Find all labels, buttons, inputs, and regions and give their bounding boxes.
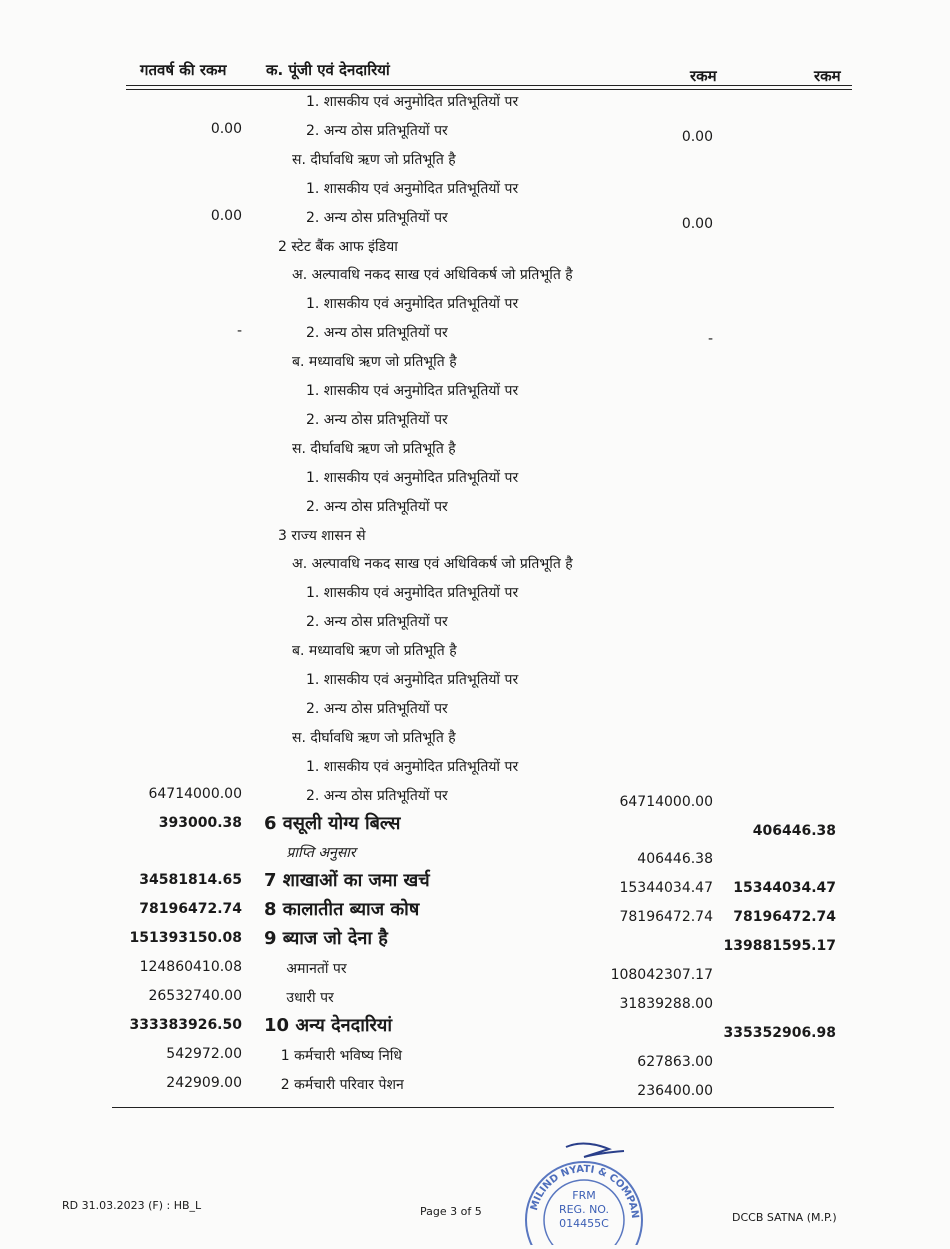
footer-document-ref: RD 31.03.2023 (F) : HB_L (62, 1199, 202, 1212)
row-description: 1. शासकीय एवं अनुमोदित प्रतिभूतियों पर (306, 758, 519, 775)
prev-year-amount-header: गतवर्ष की रकम (140, 61, 227, 79)
header-rule-top (126, 85, 852, 86)
row-previous-year-amount: 393000.38 (158, 814, 242, 831)
row-total-amount: 335352906.98 (723, 1024, 836, 1041)
svg-text:MILIND NYATI & COMPANY: MILIND NYATI & COMPAN (528, 1163, 641, 1220)
row-description: प्राप्ति अनुसार (286, 845, 356, 862)
row-total-amount: 406446.38 (752, 822, 836, 839)
row-description: 2. अन्य ठोस प्रतिभूतियों पर (306, 614, 448, 631)
row-total-amount: 139881595.17 (723, 938, 836, 955)
row-description: स. दीर्घावधि ऋण जो प्रतिभूति है (292, 151, 456, 168)
row-description: 1 कर्मचारी भविष्य निधि (280, 1047, 403, 1064)
svg-text:014455C: 014455C (559, 1217, 609, 1230)
footer-bank-name: DCCB SATNA (M.P.) (732, 1211, 837, 1224)
row-total-amount: 15344034.47 (733, 880, 836, 897)
row-previous-year-amount: 0.00 (210, 207, 242, 224)
row-description: 1. शासकीय एवं अनुमोदित प्रतिभूतियों पर (306, 585, 519, 602)
amount-column-1-header: रकम (690, 67, 717, 85)
row-total-amount: 78196472.74 (733, 909, 836, 926)
row-description: 1. शासकीय एवं अनुमोदित प्रतिभूतियों पर (306, 180, 519, 197)
row-amount: 31839288.00 (619, 995, 713, 1012)
row-description: स. दीर्घावधि ऋण जो प्रतिभूति है (292, 729, 456, 746)
row-description: 6 वसूली योग्य बिल्स (264, 812, 401, 834)
row-previous-year-amount: 78196472.74 (139, 901, 242, 918)
footer-page-number: Page 3 of 5 (420, 1205, 482, 1218)
row-previous-year-amount: 333383926.50 (129, 1016, 242, 1033)
row-previous-year-amount: 34581814.65 (139, 872, 242, 889)
row-description: 2. अन्य ठोस प्रतिभूतियों पर (306, 498, 448, 515)
row-amount: 0.00 (681, 215, 713, 232)
row-amount: 15344034.47 (619, 880, 713, 897)
row-description: 1. शासकीय एवं अनुमोदित प्रतिभूतियों पर (306, 469, 519, 486)
amount-column-2-header: रकम (814, 67, 841, 85)
row-previous-year-amount: - (236, 323, 242, 340)
row-description: 2. अन्य ठोस प्रतिभूतियों पर (306, 411, 448, 428)
row-description: 10 अन्य देनदारियां (264, 1014, 392, 1036)
row-description: 1. शासकीय एवं अनुमोदित प्रतिभूतियों पर (306, 94, 519, 110)
section-title: क. पूंजी एवं देनदारियां (266, 61, 390, 79)
row-description: 2 कर्मचारी परिवार पेशन (280, 1076, 404, 1093)
header-rule-bottom (126, 89, 852, 90)
row-description: 2. अन्य ठोस प्रतिभूतियों पर (306, 209, 448, 226)
row-description: अमानतों पर (286, 961, 347, 977)
row-previous-year-amount: 542972.00 (166, 1045, 242, 1062)
row-description: 2 स्टेट बैंक आफ इंडिया (278, 238, 398, 255)
row-description: उधारी पर (286, 989, 334, 1006)
row-description: 2. अन्य ठोस प्रतिभूतियों पर (306, 700, 448, 717)
svg-text:FRM: FRM (572, 1189, 596, 1202)
row-description: 2. अन्य ठोस प्रतिभूतियों पर (306, 122, 448, 139)
row-previous-year-amount: 0.00 (210, 120, 242, 137)
row-amount: 64714000.00 (619, 793, 713, 810)
row-amount: - (707, 331, 713, 348)
row-previous-year-amount: 124860410.08 (139, 959, 242, 975)
row-description: 3 राज्य शासन से (278, 527, 366, 544)
row-description: 8 कालातीत ब्याज कोष (264, 899, 420, 921)
row-description: 2. अन्य ठोस प्रतिभूतियों पर (306, 325, 448, 342)
row-description: 1. शासकीय एवं अनुमोदित प्रतिभूतियों पर (306, 383, 519, 399)
row-description: 2. अन्य ठोस प्रतिभूतियों पर (306, 787, 448, 804)
row-description: 1. शासकीय एवं अनुमोदित प्रतिभूतियों पर (306, 672, 519, 688)
row-previous-year-amount: 64714000.00 (148, 785, 242, 802)
row-description: अ. अल्पावधि नकद साख एवं अधिविकर्ष जो प्रतिभूति है (292, 556, 573, 573)
row-amount: 78196472.74 (619, 909, 713, 926)
row-amount: 406446.38 (637, 851, 713, 868)
row-previous-year-amount: 26532740.00 (148, 987, 242, 1004)
row-amount: 108042307.17 (610, 967, 713, 983)
row-previous-year-amount: 242909.00 (166, 1074, 242, 1091)
row-description: अ. अल्पावधि नकद साख एवं अधिविकर्ष जो प्रतिभूति है (292, 267, 573, 284)
row-amount: 236400.00 (637, 1082, 713, 1099)
row-description: ब. मध्यावधि ऋण जो प्रतिभूति है (292, 643, 457, 660)
svg-text:REG. NO.: REG. NO. (558, 1203, 610, 1216)
row-description: 1. शासकीय एवं अनुमोदित प्रतिभूतियों पर (306, 296, 519, 313)
row-previous-year-amount: 151393150.08 (129, 930, 242, 947)
row-description: स. दीर्घावधि ऋण जो प्रतिभूति है (292, 440, 456, 457)
row-amount: 627863.00 (637, 1053, 713, 1070)
table-bottom-rule (112, 1107, 834, 1108)
row-description: ब. मध्यावधि ऋण जो प्रतिभूति है (292, 354, 457, 371)
row-description: 7 शाखाओं का जमा खर्च (264, 870, 430, 892)
row-amount: 0.00 (681, 128, 713, 145)
row-description: 9 ब्याज जो देना है (264, 928, 388, 950)
